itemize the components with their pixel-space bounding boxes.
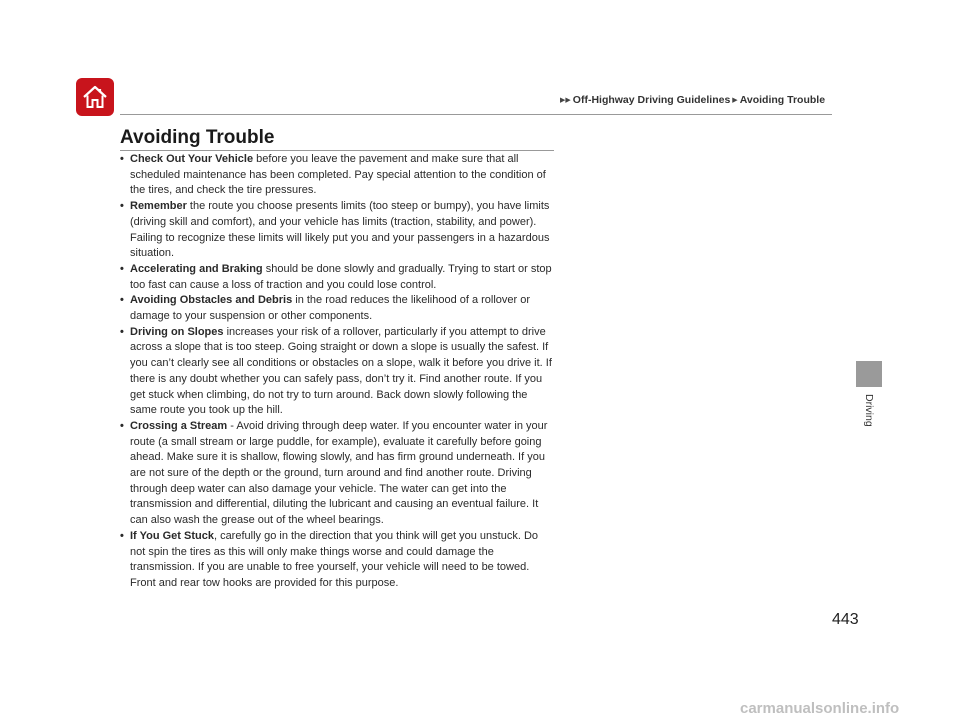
bullet-icon: • — [120, 325, 124, 338]
bullet-icon: • — [120, 529, 124, 542]
item-text: - Avoid driving through deep water. If you encounter water in your route (a small stream or large puddle, for example), evaluate it carefully before going ahead. Make sure it is shallow, flowing slowly, and has firm ground underneath. If you are not sure of the depth or the ground, turn around and find another route. Driving through deep water can also damage your vehicle. The water can get into the transmission and differential, diluting the lubricant and causing an eventual failure. It can also wash the grease out of the wheel bearings. — [130, 419, 548, 527]
home-button[interactable] — [76, 78, 114, 116]
list-item — [120, 262, 556, 293]
list-item — [120, 152, 556, 199]
item-term: Accelerating and Braking — [130, 262, 263, 275]
list-item — [120, 293, 556, 324]
section-content — [120, 152, 556, 592]
watermark: carmanualsonline.info — [740, 700, 900, 717]
chapter-tab[interactable] — [856, 361, 882, 387]
bullet-icon: • — [120, 294, 124, 307]
bullet-icon: • — [120, 153, 124, 165]
chapter-label: Driving — [863, 394, 875, 427]
breadcrumb — [558, 94, 830, 106]
breadcrumb-item-guidelines[interactable]: Off-Highway Driving Guidelines — [572, 94, 731, 106]
item-term: Avoiding Obstacles and Debris — [130, 294, 293, 307]
item-term: Remember — [130, 200, 187, 213]
item-text: the route you choose presents limits (too steep or bumpy), you have limits (driving skill and comfort), and your vehicle has limits (traction, stability, and power). Failing to recognize these limits will likely put you and your passengers in a hazardous situation. — [130, 200, 550, 260]
item-term: Driving on Slopes — [130, 325, 224, 338]
list-item — [120, 199, 556, 262]
item-term: If You Get Stuck — [130, 529, 214, 542]
home-icon — [81, 84, 109, 110]
item-term: Check Out Your Vehicle — [130, 153, 254, 165]
guideline-list — [120, 152, 556, 592]
bullet-icon: • — [120, 262, 124, 275]
title-divider — [120, 150, 554, 151]
item-text: before you leave the pavement and make sure that all scheduled maintenance has been completed. Pay special attention to the condition of the tires, and check the tire pressures. — [130, 153, 546, 197]
section-title: Avoiding Trouble — [120, 127, 275, 148]
item-text: increases your risk of a rollover, particularly if you attempt to drive across a slope that is too steep. Going straight or down a slope is usually the safest. If you can’t clearly see all conditions or obstacles on a slope, walk it before you drive it. If there is any doubt whether you can safely pass, don’t try it. Find another route. If you get stuck when climbing, do not try to turn around. Back down slowly following the same route you took up the hill. — [130, 325, 552, 417]
breadcrumb-item-current: Avoiding Trouble — [739, 94, 826, 106]
breadcrumb-arrow-icon: ▶▶ — [560, 97, 571, 104]
list-item — [120, 419, 556, 529]
header-divider — [120, 114, 832, 115]
list-item — [120, 325, 556, 419]
item-text: should be done slowly and gradually. Trying to start or stop too fast can cause a loss of traction and you could lose control. — [130, 262, 552, 291]
item-text: , carefully go in the direction that you think will get you unstuck. Do not spin the tires as this will only make things worse and could damage the transmission. If you are unable to free yourself, your vehicle will need to be towed. Front and rear tow hooks are provided for this purpose. — [130, 529, 539, 589]
list-item — [120, 529, 556, 592]
page-number: 443 — [832, 611, 859, 628]
item-text: in the road reduces the likelihood of a rollover or damage to your suspension or other components. — [130, 294, 531, 323]
bullet-icon: • — [120, 200, 124, 213]
item-term: Crossing a Stream — [130, 419, 228, 432]
breadcrumb-arrow-icon: ▶ — [732, 97, 738, 104]
bullet-icon: • — [120, 419, 124, 432]
